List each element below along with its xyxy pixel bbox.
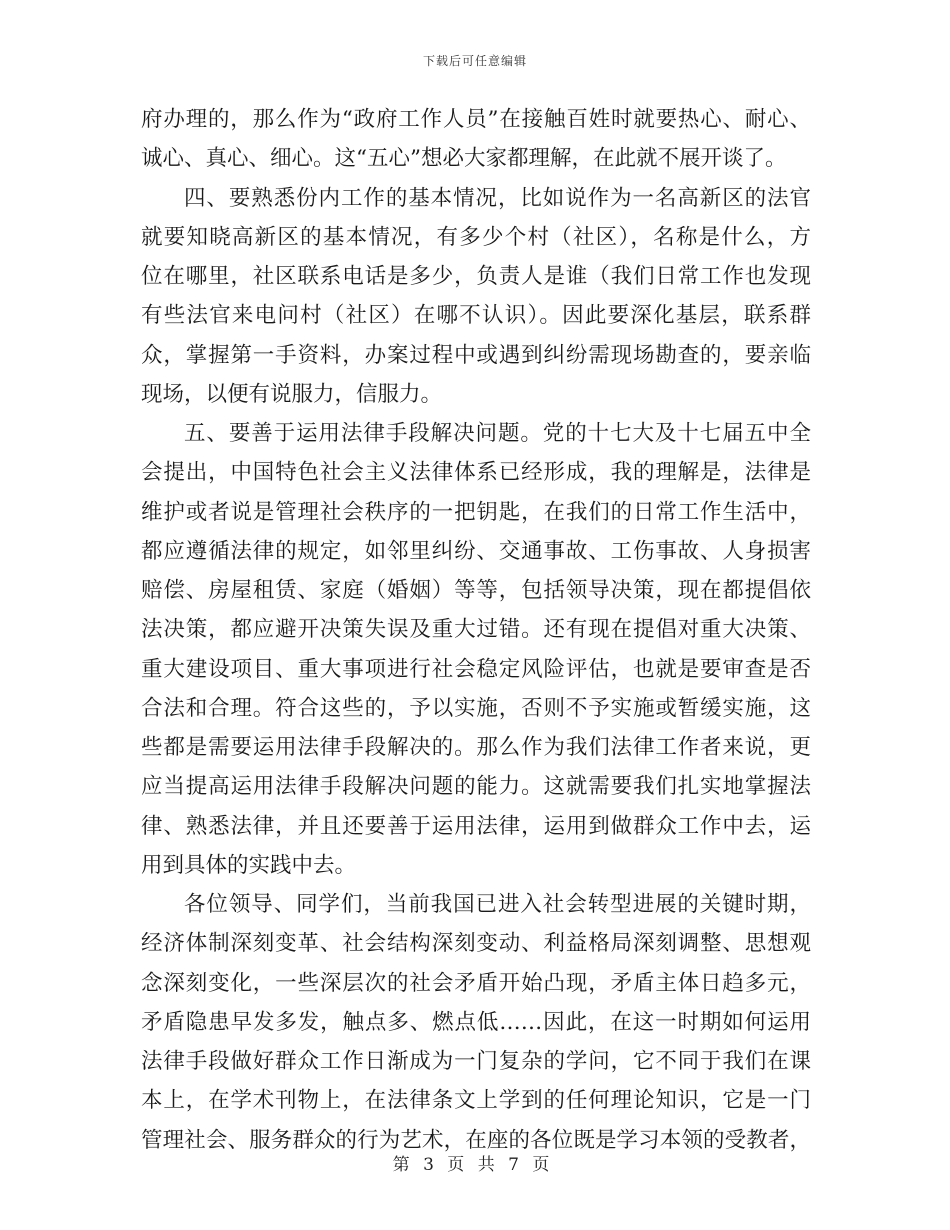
- text-line: 会提出，中国特色社会主义法律体系已经形成，我的理解是，法律是: [141, 460, 811, 486]
- text-line: 位在哪里，社区联系电话是多少，负责人是谁（我们日常工作也发现: [141, 264, 811, 289]
- text-line: 维护或者说是管理社会秩序的一把钥匙，在我们的日常工作生活中，: [141, 499, 811, 525]
- page-suffix: 页: [532, 1155, 550, 1175]
- text-line: 本上，在学术刊物上，在法律条文上学到的任何理论知识，它是一门: [141, 1088, 811, 1114]
- text-line: 各位领导、同学们，当前我国已进入社会转型进展的关键时期，: [184, 892, 811, 917]
- text-line: 四、要熟悉份内工作的基本情况，比如说作为一名高新区的法官: [184, 185, 811, 211]
- text-line: 赔偿、房屋租赁、家庭（婚姻）等等，包括领导决策，现在都提倡依: [141, 578, 811, 603]
- text-line: 应当提高运用法律手段解决问题的能力。这就需要我们扎实地掌握法: [141, 774, 811, 800]
- text-line: 府办理的，那么作为“政府工作人员”在接触百姓时就要热心、耐心、: [141, 107, 811, 132]
- text-line: 五、要善于运用法律手段解决问题。党的十七大及十七届五中全: [184, 421, 811, 446]
- text-line: 合法和合理。符合这些的，予以实施，否则不予实施或暂缓实施，这: [141, 695, 811, 721]
- page-footer: [0, 1150, 950, 1175]
- text-line: 经济体制深刻变革、社会结构深刻变动、利益格局深刻调整、思想观: [141, 931, 811, 957]
- page-header: [0, 52, 950, 69]
- page-word: 页: [447, 1155, 465, 1175]
- text-line: 有些法官来电问村（社区）在哪不认识）。因此要深化基层，联系群: [141, 303, 811, 329]
- text-line: 诚心、真心、细心。这“五心”想必大家都理解，在此就不展开谈了。: [141, 146, 787, 172]
- header-note: 下载后可任意编辑: [422, 54, 527, 68]
- document-body: [141, 100, 811, 1160]
- text-line: 法决策，都应避开决策失误及重大过错。还有现在提倡对重大决策、: [141, 617, 811, 643]
- text-line: 用到具体的实践中去。: [141, 852, 357, 878]
- text-line: 法律手段做好群众工作日渐成为一门复杂的学问，它不同于我们在课: [141, 1049, 811, 1074]
- text-line: 都应遵循法律的规定，如邻里纠纷、交通事故、工伤事故、人身损害: [141, 538, 811, 564]
- total-word: 共: [477, 1155, 495, 1175]
- text-line: 律、熟悉法律，并且还要善于运用法律，运用到做群众工作中去，运: [141, 813, 811, 839]
- text-line: 众，掌握第一手资料，办案过程中或遇到纠纷需现场勘查的，要亲临: [141, 342, 811, 368]
- text-line: 念深刻变化，一些深层次的社会矛盾开始凸现，矛盾主体日趋多元，: [141, 970, 811, 996]
- page-prefix: 第: [392, 1155, 410, 1175]
- text-line: 重大建设项目、重大事项进行社会稳定风险评估，也就是要审查是否: [141, 656, 811, 682]
- text-line: 现场，以便有说服力，信服力。: [141, 381, 443, 407]
- total-pages-number: 7: [508, 1155, 519, 1175]
- text-line: 管理社会、服务群众的行为艺术，在座的各位既是学习本领的受教者，: [141, 1127, 811, 1153]
- text-line: 些都是需要运用法律手段解决的。那么作为我们法律工作者来说，更: [141, 735, 811, 760]
- current-page-number: 3: [423, 1155, 434, 1175]
- text-line: 矛盾隐患早发多发，触点多、燃点低……因此，在这一时期如何运用: [141, 1009, 811, 1035]
- text-line: 就要知晓高新区的基本情况，有多少个村（社区），名称是什么，方: [141, 224, 811, 250]
